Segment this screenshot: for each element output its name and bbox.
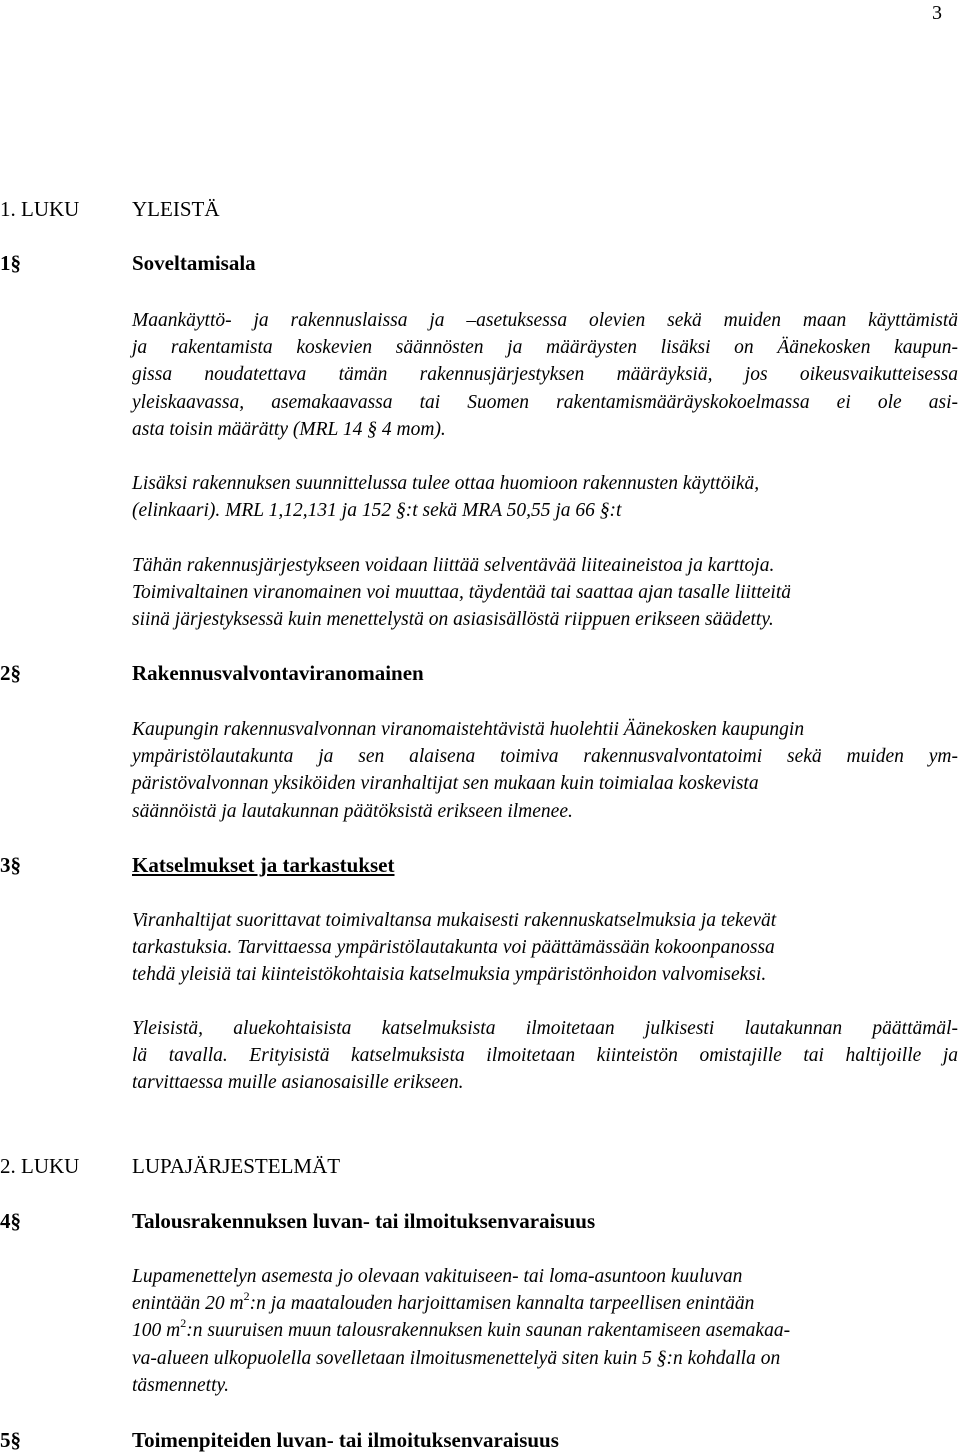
text-line: Tähän rakennusjärjestykseen voidaan liittää selventävää liiteaineistoa ja karttoja. xyxy=(132,555,775,576)
section-heading xyxy=(0,852,395,879)
superscript: 2 xyxy=(243,1289,250,1304)
section-title: Rakennusvalvontaviranomainen xyxy=(132,661,424,685)
text-line: täsmennetty. xyxy=(132,1374,229,1396)
text-line: yleiskaavassa, asemakaavassa tai Suomen rakentamismääräyskokoelmassa ei ole asi- xyxy=(132,391,958,413)
text-line: ja rakentamista koskevien säännösten ja määräysten lisäksi on Äänekosken kaupun- xyxy=(132,337,958,359)
section-number-value: 2 xyxy=(0,661,11,685)
section-heading xyxy=(0,1427,559,1454)
section-title: Soveltamisala xyxy=(132,251,256,275)
text-line: siinä järjestyksessä kuin menettelystä on asiasisällöstä riippuen erikseen säädetty. xyxy=(132,609,774,631)
text-line: Viranhaltijat suorittavat toimivaltansa mukaisesti rakennuskatselmuksia ja tekevät xyxy=(132,910,777,931)
section-heading xyxy=(0,1208,595,1235)
text-fragment: 100 m xyxy=(132,1320,181,1342)
section-heading xyxy=(0,660,424,687)
section-title: Toimenpiteiden luvan- tai ilmoituksenvaraisuus xyxy=(132,1428,559,1452)
text-line: tarvittaessa muille asianosaisille erikseen. xyxy=(132,1072,464,1094)
text-line: Toimivaltainen viranomainen voi muuttaa, täydentää tai saattaa ajan tasalle liitteitä xyxy=(132,582,791,604)
superscript: 2 xyxy=(180,1316,187,1331)
text-line: asta toisin määrätty (MRL 14 § 4 mom). xyxy=(132,418,446,440)
section-number: 4§ xyxy=(0,1209,21,1233)
text-line: Kaupungin rakennusvalvonnan viranomaistehtävistä huolehtii Äänekosken kaupungin xyxy=(132,719,805,740)
paragraph xyxy=(132,907,958,989)
paragraph xyxy=(132,470,958,524)
text-line: Yleisistä, aluekohtaisista katselmuksista ilmoitetaan julkisesti lautakunnan päättämäl- xyxy=(132,1018,958,1039)
page-number: 3 xyxy=(932,2,942,24)
section-number-value: 5 xyxy=(0,1428,11,1452)
text-line: päristövalvonnan yksiköiden viranhaltijat sen mukaan kuin toimialaa koskevista xyxy=(132,773,759,795)
section-heading xyxy=(0,250,256,277)
text-fragment: :n ja maatalouden harjoittamisen kannalta tarpeellisen enintään xyxy=(249,1293,755,1315)
text-line: (elinkaari). MRL 1,12,131 ja 152 §:t sekä MRA 50,55 ja 66 §:t xyxy=(132,500,622,522)
section-title: Talousrakennuksen luvan- tai ilmoituksenvaraisuus xyxy=(132,1209,596,1233)
text-line: Lisäksi rakennuksen suunnittelussa tulee ottaa huomioon rakennusten käyttöikä, xyxy=(132,473,760,494)
text-line: ympäristölautakunta ja sen alaisena toimiva rakennusvalvontatoimi sekä muiden ym- xyxy=(132,746,958,768)
text-line: tehdä yleisiä tai kiinteistökohtaisia katselmuksia ympäristönhoidon valvomiseksi. xyxy=(132,964,767,986)
chapter-title: YLEISTÄ xyxy=(132,197,220,221)
paragraph xyxy=(132,716,958,825)
section-number-value: 1 xyxy=(0,251,11,275)
section-number-value: 4 xyxy=(0,1209,11,1233)
chapter-number: 1. LUKU xyxy=(0,197,80,221)
chapter-title: LUPAJÄRJESTELMÄT xyxy=(132,1154,341,1178)
text-line: Lupamenettelyn asemesta jo olevaan vakituiseen- tai loma-asuntoon kuuluvan xyxy=(132,1266,743,1287)
text-line: Maankäyttö- ja rakennuslaissa ja –asetuksessa olevien sekä muiden maan käyttämistä xyxy=(132,310,958,331)
paragraph xyxy=(132,1015,958,1097)
paragraph xyxy=(132,307,958,443)
text-line xyxy=(132,1317,958,1344)
section-number: 2§ xyxy=(0,661,21,685)
chapter-heading xyxy=(0,196,220,223)
section-number: 5§ xyxy=(0,1428,21,1452)
text-line: va-alueen ulkopuolella sovelletaan ilmoitusmenettelyä siten kuin 5 §:n kohdalla on xyxy=(132,1347,781,1369)
text-line: tarkastuksia. Tarvittaessa ympäristölautakunta voi päättämässään kokoonpanossa xyxy=(132,937,775,959)
chapter-number: 2. LUKU xyxy=(0,1154,80,1178)
section-number: 1§ xyxy=(0,251,21,275)
paragraph xyxy=(132,552,958,634)
text-fragment: :n suuruisen muun talousrakennuksen kuin saunan rakentamiseen asemakaa- xyxy=(186,1320,791,1342)
text-line: lä tavalla. Erityisistä katselmuksista ilmoitetaan kiinteistön omistajille tai haltijoille ja xyxy=(132,1045,958,1067)
paragraph xyxy=(132,1263,958,1399)
section-number: 3§ xyxy=(0,853,21,877)
text-line xyxy=(132,1290,958,1317)
text-fragment: enintään 20 m xyxy=(132,1293,244,1315)
section-number-value: 3 xyxy=(0,853,11,877)
chapter-heading xyxy=(0,1153,340,1180)
text-line: gissa noudatettava tämän rakennusjärjestyksen määräyksiä, jos oikeusvaikutteisessa xyxy=(132,364,958,386)
text-line: säännöistä ja lautakunnan päätöksistä erikseen ilmenee. xyxy=(132,800,573,822)
section-title: Katselmukset ja tarkastukset xyxy=(132,853,395,877)
